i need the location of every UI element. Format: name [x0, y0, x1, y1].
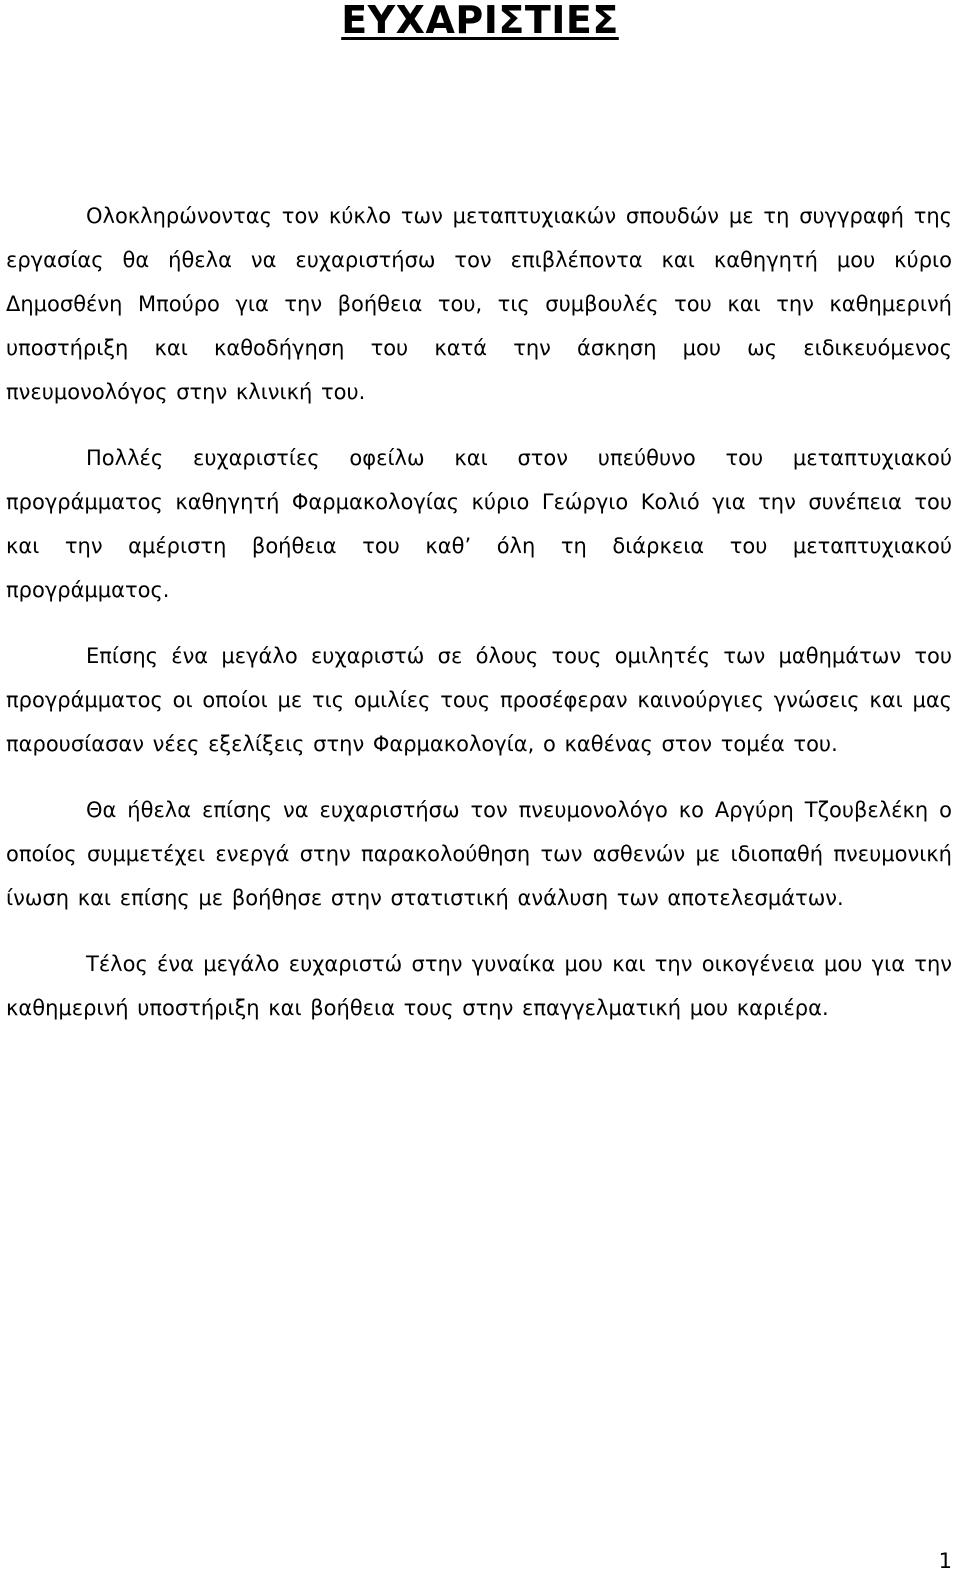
paragraph-lecturers: Επίσης ένα μεγάλο ευχαριστώ σε όλους τους ομιλητές των μαθημάτων του προγράμματος οι οποίοι με τις ομιλίες τους προσέφεραν καινούργιες γνώσεις και μας παρουσίασαν νέες εξελίξεις στην Φαρμακολογία, ο καθένας στον τομέα του. [6, 644, 952, 756]
page-title: ΕΥΧΑΡΙΣΤΙΕΣ [341, 0, 619, 42]
paragraph-pulmonologist: Θα ήθελα επίσης να ευχαριστήσω τον πνευμονολόγο κο Αργύρη Τζουβελέκη ο οποίος συμμετέχει ενεργά στην παρακολούθηση των ασθενών με ιδιοπαθή πνευμονική ίνωση και επίσης με βοήθησε στην στατιστική ανάλυση των αποτελεσμάτων. [6, 798, 952, 910]
page-number: 1 [938, 1549, 952, 1573]
paragraph-supervisor: Ολοκληρώνοντας τον κύκλο των μεταπτυχιακών σπουδών με τη συγγραφή της εργασίας θα ήθελα να ευχαριστήσω τον επιβλέποντα και καθηγητή μου κύριο Δημοσθένη Μπούρο για την βοήθεια του, τις συμβουλές του και την καθημερινή υποστήριξη και καθοδήγηση του κατά την άσκηση μου ως ειδικευόμενος πνευμονολόγος στην κλινική του. [6, 204, 952, 404]
paragraph-family: Τέλος ένα μεγάλο ευχαριστώ στην γυναίκα μου και την οικογένεια μου για την καθημερινή υποστήριξη και βοήθεια τους στην επαγγελματική μου καριέρα. [6, 952, 952, 1020]
paragraph-program-director: Πολλές ευχαριστίες οφείλω και στον υπεύθυνο του μεταπτυχιακού προγράμματος καθηγητή Φαρμακολογίας κύριο Γεώργιο Κολιό για την συνέπεια του και την αμέριστη βοήθεια του καθ’ όλη τη διάρκεια του μεταπτυχιακού προγράμματος. [6, 446, 952, 602]
acknowledgements-body [6, 194, 952, 1052]
